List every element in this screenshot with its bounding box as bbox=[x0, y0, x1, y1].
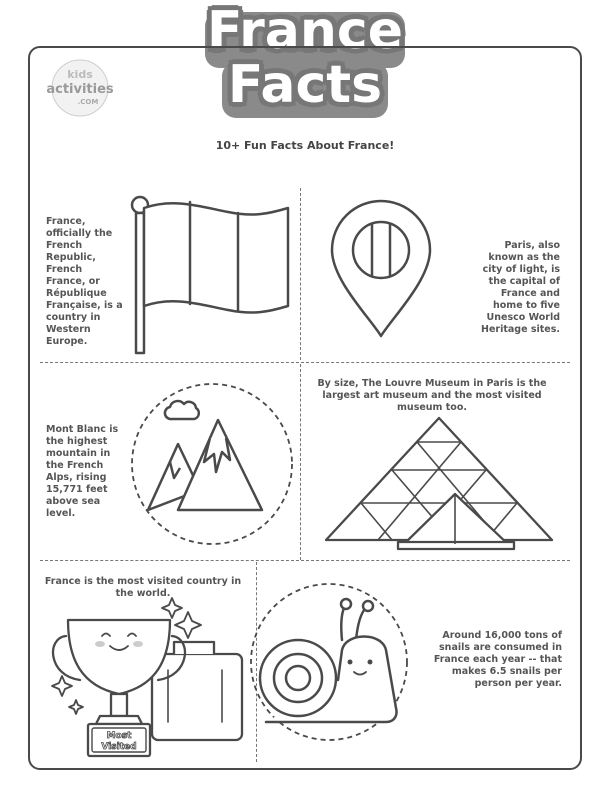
divider-vertical-top bbox=[300, 188, 301, 360]
divider-horizontal-1 bbox=[40, 362, 570, 363]
fact-most-visited: France is the most visited country in the world. bbox=[44, 576, 242, 599]
trophy-plate-line1: Most bbox=[106, 731, 132, 741]
logo-kids-text: kids bbox=[67, 68, 93, 81]
subtitle: 10+ Fun Facts About France! bbox=[215, 139, 395, 152]
mountain-illustration bbox=[130, 382, 296, 548]
trophy-plate-line2: Visited bbox=[101, 742, 137, 752]
flag-illustration bbox=[128, 194, 298, 356]
divider-vertical-middle bbox=[300, 364, 301, 560]
title-line-2: Facts bbox=[227, 55, 383, 115]
louvre-pyramid-illustration bbox=[322, 412, 556, 552]
kids-activities-logo bbox=[38, 58, 122, 118]
fact-louvre: By size, The Louvre Museum in Paris is the largest art museum and the most visited museum too. bbox=[317, 378, 547, 413]
map-pin-illustration bbox=[330, 200, 440, 340]
logo-com-text: .COM bbox=[77, 98, 99, 106]
trophy-suitcase-illustration bbox=[44, 596, 248, 762]
logo-activities-text: activities bbox=[46, 82, 114, 97]
title-line-1: France bbox=[206, 1, 404, 61]
fact-snails: Around 16,000 tons of snails are consumed in France each year -- that makes 6.5 snails per person per year. bbox=[433, 630, 562, 689]
divider-horizontal-2 bbox=[40, 560, 570, 561]
fact-paris: Paris, also known as the city of light, is the capital of France and home to five Unesco World Heritage sites. bbox=[481, 240, 560, 335]
fact-mont-blanc: Mont Blanc is the highest mountain in the French Alps, rising 15,771 feet above sea level. bbox=[46, 424, 119, 519]
snail-illustration bbox=[246, 582, 412, 746]
fact-france-republic: France, officially the French Republic, French France, or République Française, is a country in Western Europe. bbox=[46, 216, 123, 347]
